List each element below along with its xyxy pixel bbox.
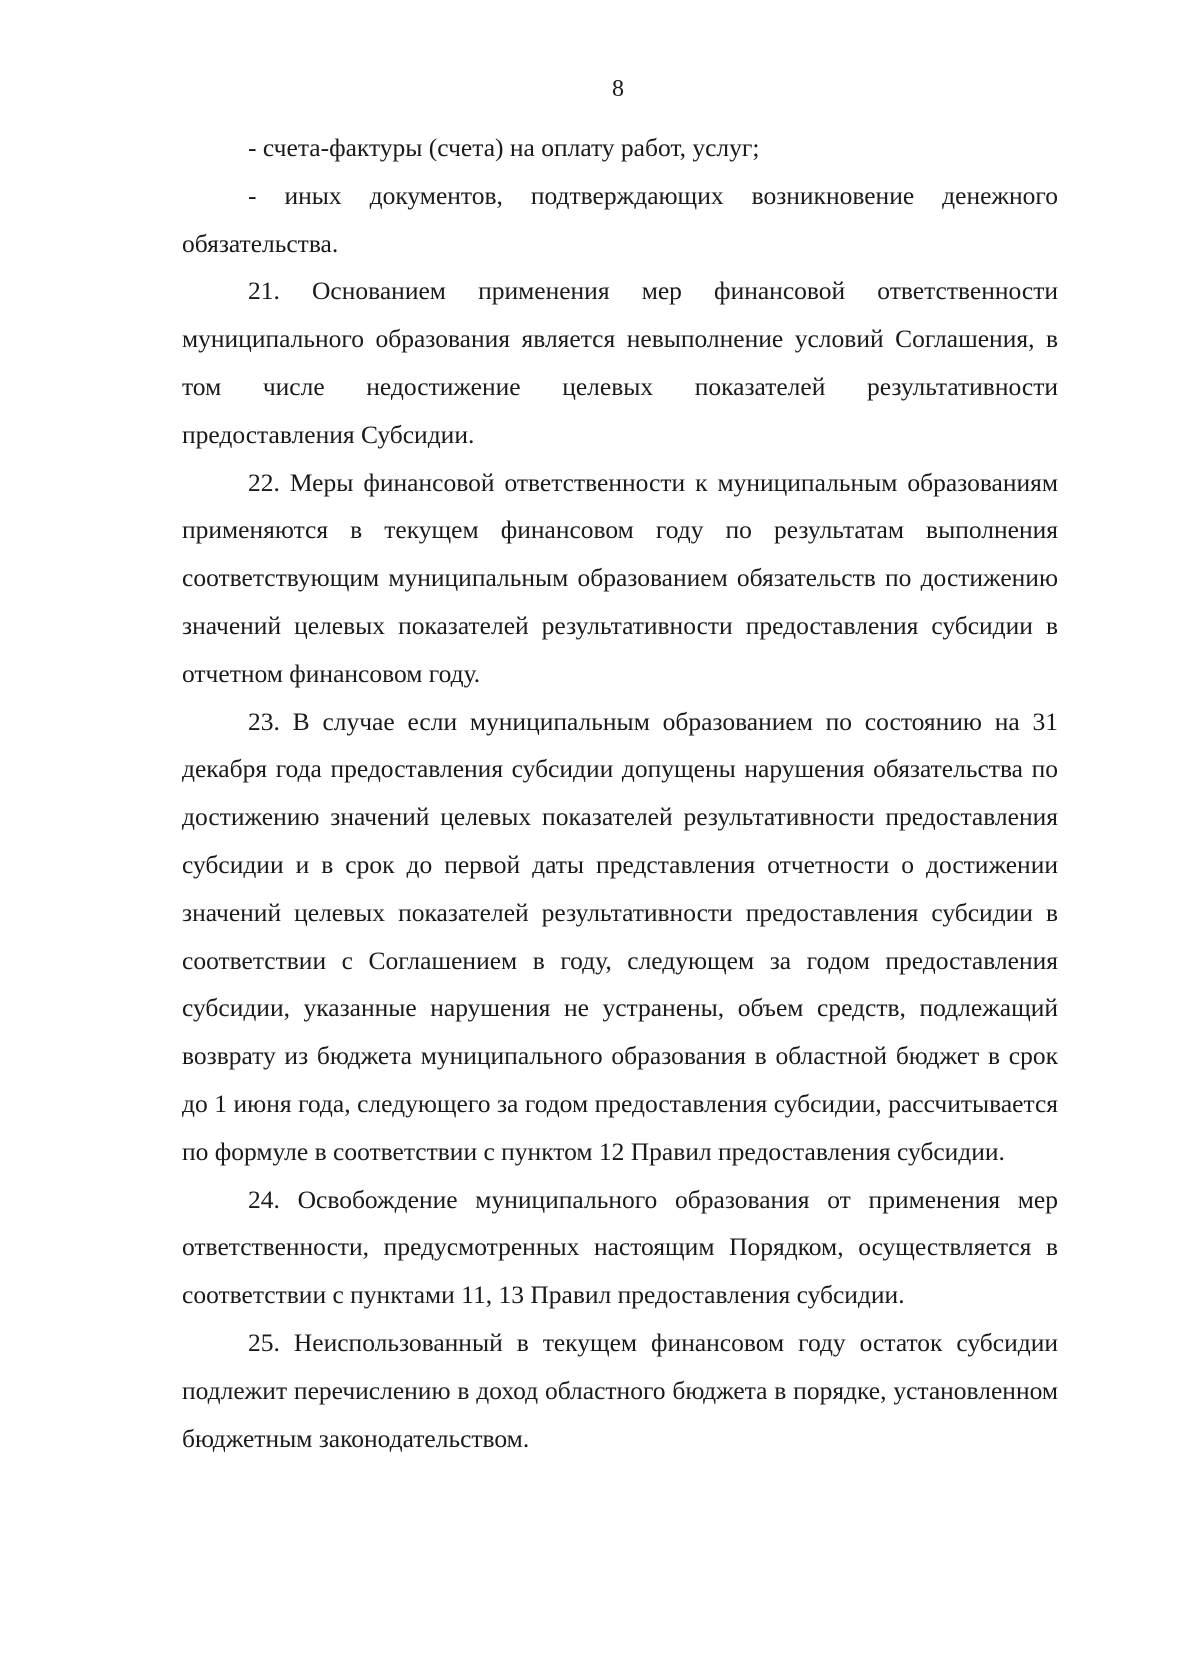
list-item-other-documents: - иных документов, подтверждающих возникновение денежного обязательства. (182, 180, 1058, 258)
paragraph-21: 21. Основанием применения мер финансовой ответственности муниципального образования является невыполнение условий Соглашения, в том числе недостижение целевых показателей результативности предоставления Субсидии. (182, 276, 1058, 449)
paragraph-23: 23. В случае если муниципальным образованием по состоянию на 31 декабря года предоставления субсидии допущены нарушения обязательства по достижению значений целевых показателей результативности предоставления субсидии и в срок до первой даты представления отчетности о достижении значений целевых показателей результативности предоставления субсидии в соответствии с Соглашением в году, следующем за годом предоставления субсидии, указанные нарушения не устранены, объем средств, подлежащий возврату из бюджета муниципального образования в областной бюджет в срок до 1 июня года, следующего за годом предоставления субсидии, рассчитывается по формуле в соответствии с пунктом 12 Правил предоставления субсидии. (182, 706, 1058, 1166)
list-item-invoices: - счета-фактуры (счета) на оплату работ, услуг; (248, 133, 760, 162)
page-number: 8 (612, 76, 624, 102)
document-body (182, 124, 1058, 1462)
paragraph-24: 24. Освобождение муниципального образования от применения мер ответственности, предусмотренных настоящим Порядком, осуществляется в соответствии с пунктами 11, 13 Правил предоставления субсидии. (182, 1184, 1058, 1310)
paragraph-22: 22. Меры финансовой ответственности к муниципальным образованиям применяются в текущем финансовом году по результатам выполнения соответствующим муниципальным образованием обязательств по достижению значений целевых показателей результативности предоставления субсидии в отчетном финансовом году. (182, 467, 1058, 688)
paragraph-25: 25. Неиспользованный в текущем финансовом году остаток субсидии подлежит перечислению в доход областного бюджета в порядке, установленном бюджетным законодательством. (182, 1327, 1058, 1453)
